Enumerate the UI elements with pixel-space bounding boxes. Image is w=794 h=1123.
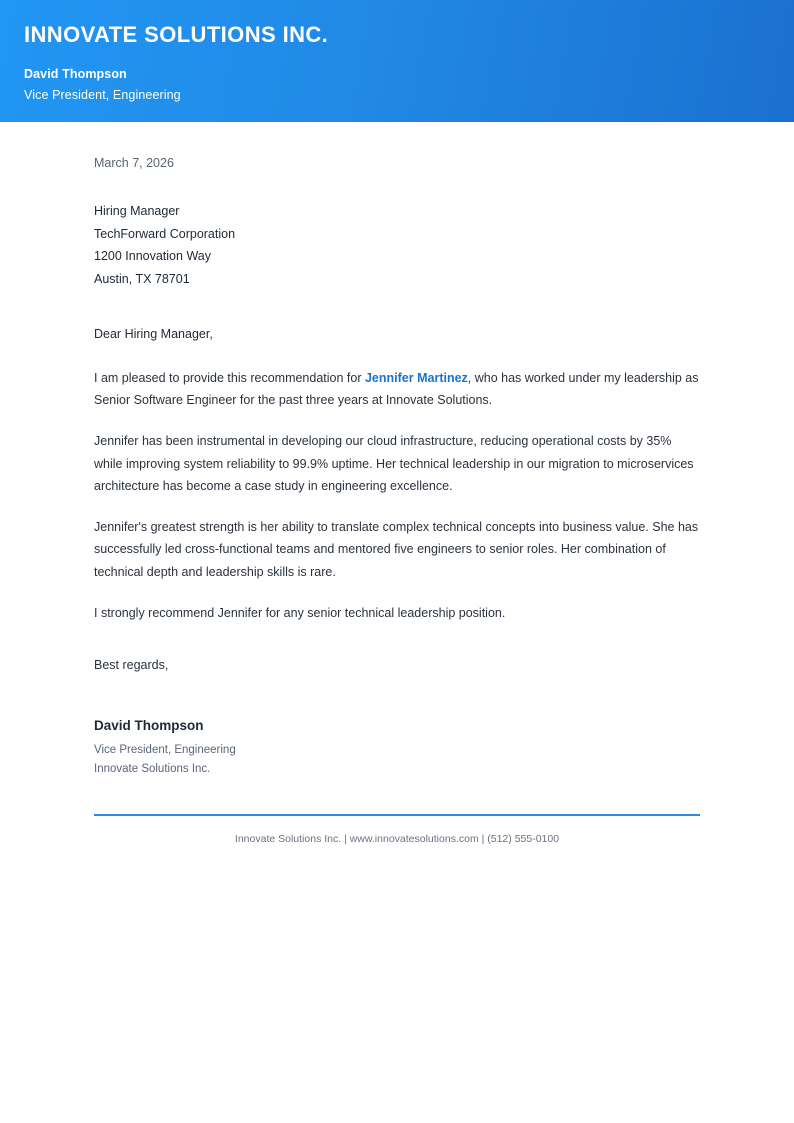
signature-title: Vice President, Engineering (94, 743, 236, 756)
company-name: INNOVATE SOLUTIONS INC. (24, 22, 329, 47)
recipient-line: 1200 Innovation Way (94, 249, 211, 264)
signature-block (94, 716, 700, 780)
letterhead-sender-name: David Thompson (24, 67, 127, 81)
candidate-name-highlight: Jennifer Martinez (364, 370, 468, 385)
recipient-line: TechForward Corporation (94, 226, 236, 241)
letterhead-sender-block (24, 66, 794, 104)
footer-contact-text: Innovate Solutions Inc. | www.innovatesolutions.com | (512) 555-0100 (234, 832, 560, 845)
letter-paragraph-3: Jennifer's greatest strength is her ability to translate complex technical concepts into business value. She has successfully led cross-functional teams and mentored five engineers to senior roles. Her combination of technical depth and leadership skills is rare. (94, 519, 699, 579)
closing-salutation: Best regards, (94, 657, 169, 672)
footer-divider (94, 814, 700, 816)
salutation: Dear Hiring Manager, (94, 326, 213, 341)
letter-paragraph-1 (94, 367, 700, 412)
recipient-line: Hiring Manager (94, 204, 180, 218)
paragraph-1-text-before: I am pleased to provide this recommendation for (94, 370, 365, 385)
paragraph-1-text-after: , who has worked under my leadership as Senior Software Engineer for the past three years at Innovate Solutions. (94, 370, 699, 408)
letterhead-banner (0, 0, 794, 122)
recipient-line: Austin, TX 78701 (94, 272, 190, 287)
recipient-address-block (94, 200, 700, 291)
letter-paragraph-2: Jennifer has been instrumental in developing our cloud infrastructure, reducing operational costs by 35% while improving system reliability to 99.9% uptime. Her technical leadership in our migration to microservices architecture has become a case study in engineering excellence. (94, 434, 694, 493)
letterhead-sender-title: Vice President, Engineering (24, 88, 181, 102)
signature-company: Innovate Solutions Inc. (94, 763, 211, 776)
signature-name: David Thompson (94, 717, 204, 733)
letter-date: March 7, 2026 (94, 156, 174, 170)
letter-footer (94, 814, 700, 846)
letter-paragraph-4: I strongly recommend Jennifer for any senior technical leadership position. (94, 605, 506, 620)
letter-body (0, 122, 794, 846)
